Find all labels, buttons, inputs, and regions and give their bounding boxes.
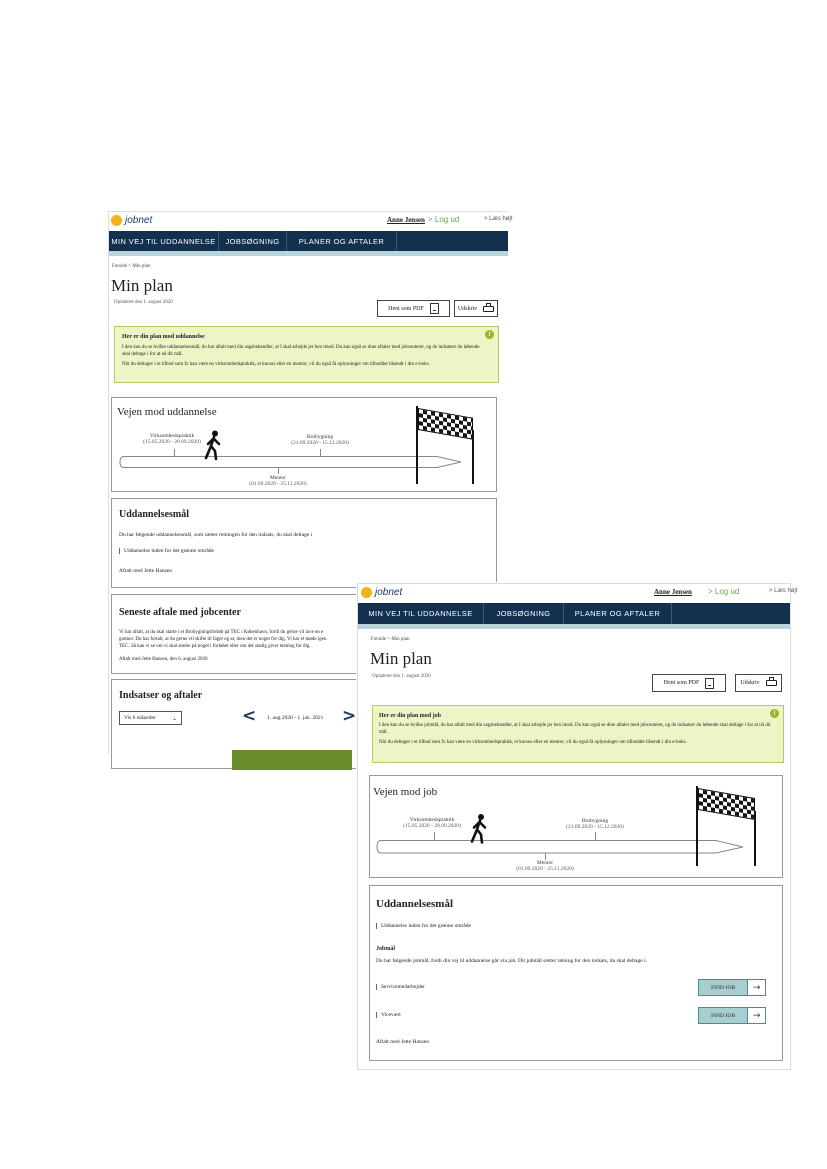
stage-praktik-name: Virksomhedspraktik <box>409 817 455 823</box>
updated-text: Opdateret den 1. august 2020 <box>114 300 173 305</box>
stage-brobygning <box>280 434 360 447</box>
page-title: Min plan <box>370 649 432 668</box>
goals-agreed: Aftalt med Jette Hansen <box>376 1039 429 1045</box>
readaloud-link[interactable]: > Læs højt <box>769 588 798 594</box>
print-button[interactable] <box>454 300 498 317</box>
printer-icon <box>483 306 494 312</box>
stage-brobygning-name: Brobygning <box>306 434 334 440</box>
stage-mentor-name: Mentor <box>269 475 287 481</box>
jobnet-logo[interactable] <box>111 215 152 226</box>
table-header <box>232 750 352 770</box>
notice-title: Her er din plan mod job <box>379 713 441 719</box>
nav-strip <box>109 251 508 256</box>
chevron-down-icon: ⌄ <box>171 714 177 722</box>
goals-intro: Du har følgende uddannelsesmål, som sætter retningen for den indsats, du skal deltage i <box>119 532 313 538</box>
screenshot-job <box>357 583 798 1070</box>
print-button-label: Udskriv <box>740 680 760 686</box>
stage-mentor <box>505 860 585 873</box>
logout-link[interactable]: > Log ud <box>428 215 460 224</box>
logo-icon <box>111 215 122 226</box>
logout-link[interactable]: > Log ud <box>708 587 740 596</box>
user-name[interactable]: Anne Jensen <box>654 588 692 596</box>
pdf-icon <box>430 303 439 314</box>
nav-item-jobsogning[interactable]: JOBSØGNING <box>219 231 287 251</box>
nav-item-jobsogning[interactable]: JOBSØGNING <box>484 603 564 624</box>
nav-strip <box>358 624 790 629</box>
logo-text: jobnet <box>375 587 403 598</box>
stage-brobygning-date: (21.09.2020 - 15.12.2020) <box>291 440 349 447</box>
notice-text-2: Når du deltager i et tilbud som fx kan være en virksomhedspraktik, et kursus eller en mentor, vil du også få oplysninger om tilbuddet tilsendt i din e-boks. <box>122 362 430 367</box>
nav-item-uddannelse[interactable]: MIN VEJ TIL UDDANNELSE <box>358 603 484 624</box>
finish-flag-icon <box>696 786 758 866</box>
arrow-right-icon: → <box>748 980 765 995</box>
goals-card <box>111 498 497 588</box>
road-card <box>111 397 497 492</box>
print-button[interactable] <box>735 674 782 692</box>
goals-card <box>369 885 783 1061</box>
goals-title: Uddannelsesmål <box>376 898 454 910</box>
find-job-button-2[interactable] <box>698 1007 766 1024</box>
find-job-button-1[interactable] <box>698 979 766 996</box>
info-icon: ! <box>485 330 494 339</box>
printer-icon <box>766 680 777 686</box>
pdf-button[interactable] <box>377 300 450 317</box>
next-period-icon[interactable]: > <box>342 706 357 726</box>
main-nav <box>358 603 790 624</box>
latest-agreed: Aftalt med Jette Hansen, den 6. august 2020 <box>119 657 208 662</box>
print-button-label: Udskriv <box>457 305 478 312</box>
finish-flag-icon <box>416 406 476 484</box>
road-card <box>369 775 783 878</box>
arrow-right-icon: → <box>748 1008 765 1023</box>
progress-road <box>119 455 464 469</box>
period-select[interactable] <box>119 711 182 725</box>
readaloud-link[interactable]: > Læs højt <box>484 216 513 222</box>
stage-brobygning-name: Brobygning <box>581 818 609 824</box>
stage-brobygning-date: (21.09.2020 - 15.12.2020) <box>566 824 624 831</box>
job-item-1: Servicemedarbejder <box>376 984 425 990</box>
jobgoal-intro: Du har følgende jobmål, fordi din vej til uddannelse går via job. Dit jobmål sætter retning for den indsats, du skal deltage i. <box>376 958 647 964</box>
latest-title: Seneste aftale med jobcenter <box>119 607 241 618</box>
stage-mentor-date: (01.09.2020 - 25.11.2020) <box>516 866 574 873</box>
page-title: Min plan <box>111 276 173 295</box>
nav-item-uddannelse[interactable]: MIN VEJ TIL UDDANNELSE <box>109 231 219 251</box>
latest-text-2: gartner. Du har fortalt, at du gerne vil skifte til faget og at, men det er noget for dig. Vi har et møde igen <box>119 637 327 642</box>
notice-text-1: I den kan du se hvilke uddannelsesmål, du har aftalt med din sagsbehandler, at I skal arbejde jer hen imod. Du kan også se dine aftaler med jobcenteret, og de indsatser du løbende skal deltage i for at nå dit mål. <box>122 345 480 357</box>
nav-item-planer[interactable]: PLANER OG AFTALER <box>287 231 397 251</box>
info-notice <box>372 705 784 763</box>
pdf-button[interactable] <box>652 674 726 692</box>
stage-praktik-name: Virksomhedspraktik <box>149 433 195 439</box>
goals-title: Uddannelsesmål <box>119 509 190 520</box>
jobgoal-label: Jobmål <box>376 946 396 952</box>
logo-icon <box>361 587 372 598</box>
stage-mentor-name: Mentor <box>536 860 554 866</box>
walking-person-icon <box>202 430 224 460</box>
period-range: 1. aug 2020 - 1. jan. 2021 <box>267 715 324 721</box>
stage-mentor-date: (01.09.2020 - 25.11.2020) <box>249 481 307 488</box>
notice-title: Her er din plan mod uddannelse <box>122 334 205 340</box>
walking-person-icon <box>468 813 490 844</box>
stage-mentor <box>238 475 318 488</box>
prev-period-icon[interactable]: < <box>242 706 257 726</box>
user-name[interactable]: Anne Jensen <box>387 216 425 224</box>
person-icon <box>637 588 643 597</box>
find-job-label-2: FIND JOB <box>699 1008 748 1023</box>
goals-agreed: Aftalt med Jette Hansen <box>119 568 172 574</box>
logo-text: jobnet <box>125 215 153 226</box>
info-notice <box>114 326 499 383</box>
breadcrumb[interactable]: Forside > Min plan <box>371 637 410 642</box>
stage-praktik-date: (15.05.2020 - 20.09.2020) <box>143 439 201 446</box>
road-title: Vejen mod job <box>373 786 438 798</box>
goal-item: Uddannelse inden for det grønne område <box>376 923 471 929</box>
pdf-button-label: Hent som PDF <box>663 680 700 686</box>
progress-road <box>376 839 746 855</box>
notice-text-2: Når du deltager i et tilbud som fx kan være en virksomhedspraktik, et kursus eller en mentor, vil du også få oplysninger om tilbuddet tilsendt i din e-boks. <box>379 740 687 745</box>
notice-text-1: I den kan du se hvilke jobmål, du har aftalt med din sagsbehandler, at I skal arbejde jer hen imod. Du kan også se dine aftaler med jobcenteret, og de indsatser du løbende skal deltage i for at nå dit mål. <box>379 723 771 735</box>
top-bar <box>109 212 513 230</box>
stage-brobygning <box>555 818 635 831</box>
breadcrumb[interactable]: Forside > Min plan <box>112 264 151 269</box>
find-job-label-1: FIND JOB <box>699 980 748 995</box>
pdf-icon <box>705 678 714 689</box>
stage-praktik-date: (15.05.2020 - 20.09.2020) <box>403 823 461 830</box>
info-icon: ! <box>770 709 779 718</box>
stage-praktik <box>137 433 207 446</box>
road-title: Vejen mod uddannelse <box>117 406 217 418</box>
pdf-button-label: Hent som PDF <box>388 305 424 312</box>
goal-item: Uddannelse inden for det grønne område <box>119 548 214 554</box>
updated-text: Opdateret den 1. august 2020 <box>372 674 431 679</box>
person-icon <box>372 216 378 225</box>
period-select-value: Vis 6 måneder <box>124 715 156 721</box>
nav-item-planer[interactable]: PLANER OG AFTALER <box>564 603 672 624</box>
latest-text-1: Vi har aftalt, at du skal starte i et Brobygningsforløb på TEC i København, fordi du gerne vil lave en e <box>119 630 324 635</box>
top-bar <box>358 584 798 602</box>
main-nav <box>109 231 508 251</box>
efforts-title: Indsatser og aftaler <box>119 690 203 701</box>
job-item-2: Vicevært <box>376 1012 401 1018</box>
jobnet-logo[interactable] <box>361 587 402 598</box>
latest-text-3: TEC. Så kan vi se om vi skal ændre på noget i forløbet eller om det stadig giver mening for dig. <box>119 644 311 649</box>
stage-praktik <box>397 817 467 830</box>
